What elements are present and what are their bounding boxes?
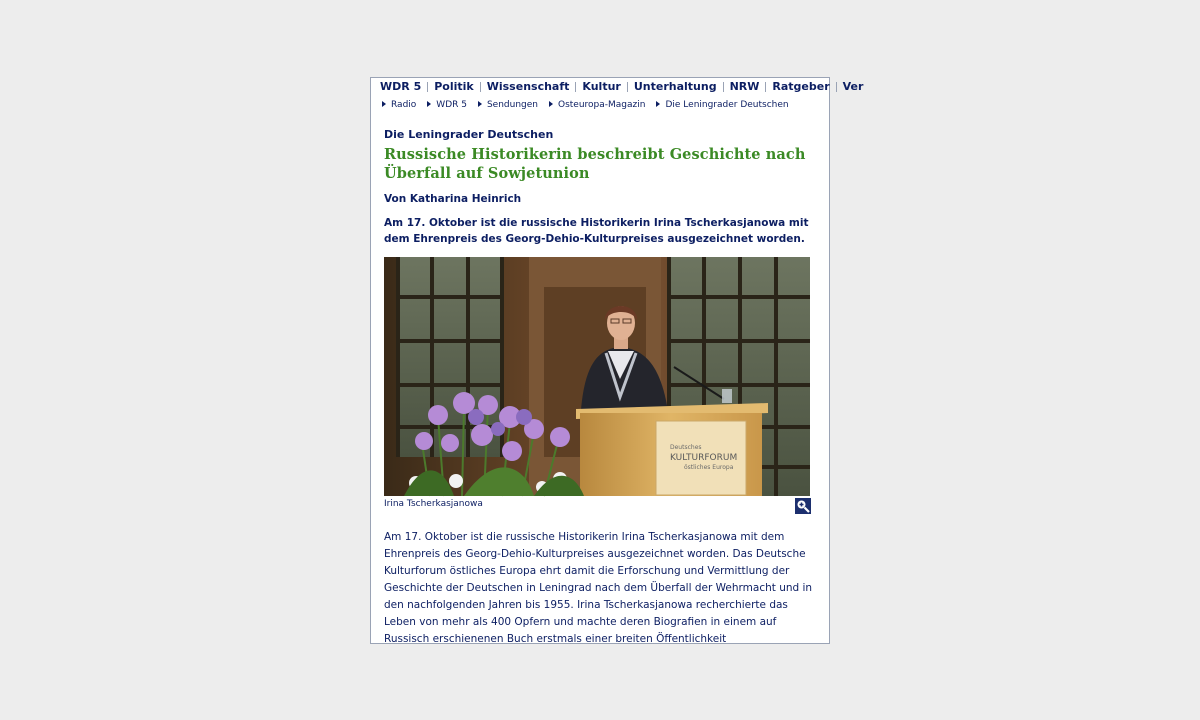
breadcrumb-label: Die Leningrader Deutschen [665, 100, 789, 110]
photo-lectern [576, 403, 768, 496]
breadcrumb-item-wdr5[interactable] [427, 97, 467, 114]
article-body: Am 17. Oktober ist die russische Historikerin Irina Tscherkasjanowa mit dem Ehrenpreis des Georg-Dehio-Kulturpreises ausgezeichnet worden. Das Deutsche Kulturforum östliches Europa ehrt damit die Erforschung und Vermittlung der Geschichte der Deutschen in Leningrad nach dem Überfall der Wehrmacht und in den nachfolgenden Jahren bis 1955. Irina Tscherkasjanowa recherchierte das Leben von mehr als 400 Opfern und machte deren Biografien in einem auf Russisch erschienenen Buch erstmals einer breiten Öffentlichkeit [384, 531, 813, 645]
breadcrumb-label: Sendungen [486, 100, 538, 110]
nav-item-nrw[interactable]: NRW [729, 80, 760, 93]
photo-caption: Irina Tscherkasjanowa [384, 499, 483, 509]
top-navigation [371, 78, 864, 96]
breadcrumb-item-sendungen[interactable] [478, 97, 538, 114]
arrow-right-icon [478, 101, 482, 107]
arrow-right-icon [549, 101, 553, 107]
breadcrumb-item-osteuropa-magazin[interactable] [549, 97, 645, 114]
article-lead: Am 17. Oktober ist die russische Historikerin Irina Tscherkasjanowa mit dem Ehrenpreis des Georg-Dehio-Kulturpreises ausgezeichnet worden. [384, 217, 809, 245]
article-header [384, 128, 814, 247]
nav-item-kultur[interactable]: Kultur [582, 80, 621, 93]
nav-item-ratgeber[interactable]: Ratgeber [772, 80, 830, 93]
arrow-right-icon [656, 101, 660, 107]
arrow-right-icon [382, 101, 386, 107]
article-photo[interactable] [384, 257, 810, 496]
lectern-sign-text: Deutsches [670, 444, 702, 451]
breadcrumb-label: WDR 5 [436, 100, 467, 110]
article-author: Von Katharina Heinrich [384, 193, 522, 205]
lectern-sign-text: KULTURFORUM [670, 453, 738, 463]
article-headline: Russische Historikerin beschreibt Geschichte nach Überfall auf Sowjetunion [384, 146, 806, 182]
lectern-sign-text: östliches Europa [684, 464, 734, 471]
photo-glass [722, 389, 732, 403]
breadcrumb-label: Osteuropa-Magazin [558, 100, 646, 110]
browser-page-frame [370, 77, 864, 645]
nav-item-wissenschaft[interactable]: Wissenschaft [486, 80, 570, 93]
breadcrumb [371, 97, 829, 114]
arrow-right-icon [427, 101, 431, 107]
nav-item-unterhaltung[interactable]: Unterhaltung [633, 80, 717, 93]
breadcrumb-item-radio[interactable] [382, 97, 416, 114]
breadcrumb-label: Radio [391, 100, 417, 110]
magnifier-plus-icon[interactable] [795, 498, 811, 514]
breadcrumb-item-leningrader-deutschen[interactable] [656, 97, 788, 114]
nav-item-wdr5[interactable]: WDR 5 [380, 80, 422, 93]
nav-item-politik[interactable]: Politik [434, 80, 474, 93]
article-kicker: Die Leningrader Deutschen [384, 128, 554, 141]
nav-item-truncated[interactable]: Ver [842, 80, 864, 93]
